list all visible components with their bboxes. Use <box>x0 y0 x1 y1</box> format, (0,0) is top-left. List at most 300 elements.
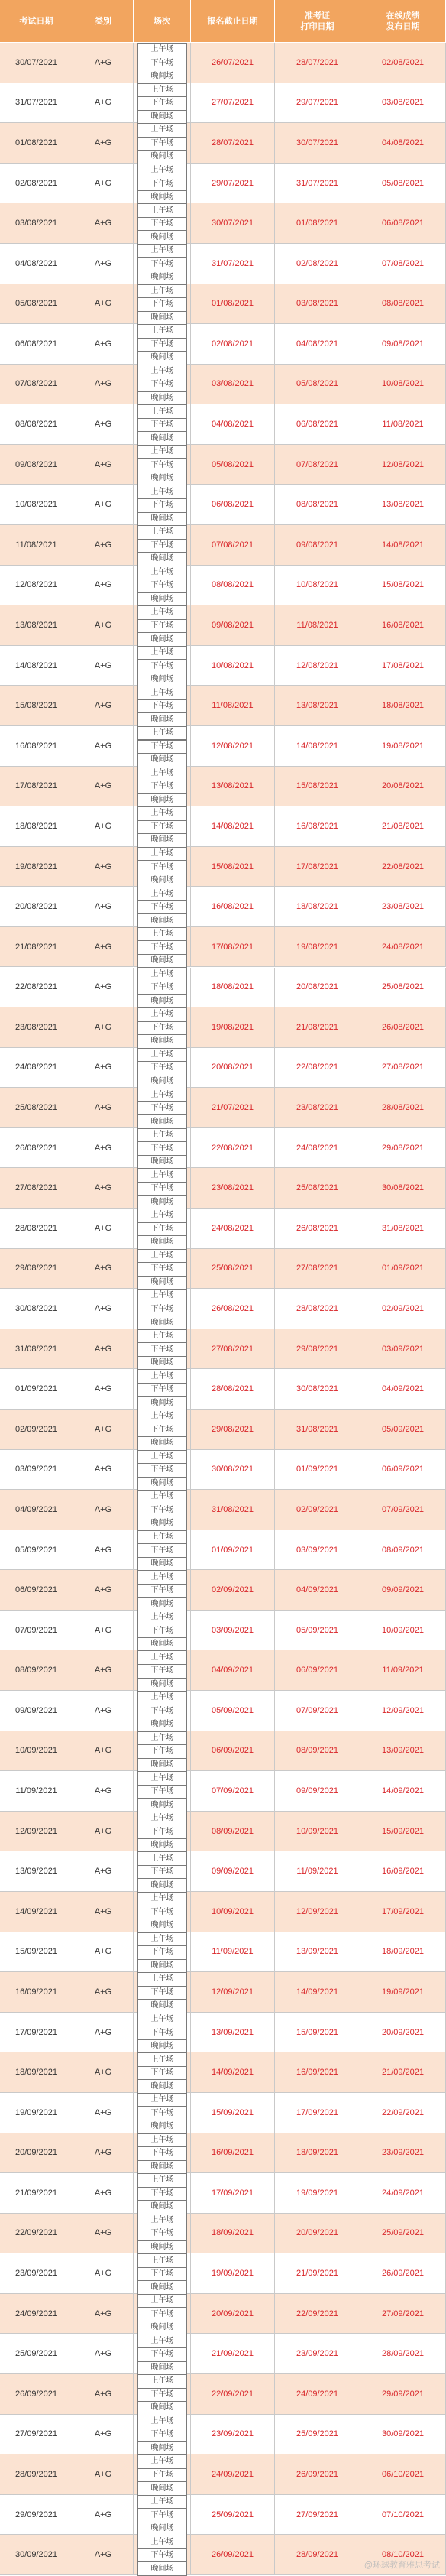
signup-deadline-cell: 18/09/2021 <box>191 2214 275 2254</box>
score-release-date-cell: 31/08/2021 <box>360 1209 446 1249</box>
category-cell: A+G <box>73 123 134 164</box>
session-label: 上午场 <box>137 2253 187 2268</box>
ticket-print-date-cell: 21/08/2021 <box>275 1007 360 1048</box>
ticket-print-date-cell: 14/09/2021 <box>275 1972 360 2013</box>
session-label: 晚间场 <box>137 1356 187 1371</box>
score-release-date-cell: 30/09/2021 <box>360 2415 446 2455</box>
session-label: 下午场 <box>137 740 187 754</box>
exam-date-cell: 17/08/2021 <box>0 767 73 807</box>
session-label: 上午场 <box>137 284 187 299</box>
exam-date-cell: 28/09/2021 <box>0 2454 73 2495</box>
ticket-print-date-cell: 22/08/2021 <box>275 1048 360 1088</box>
session-label: 晚间场 <box>137 2120 187 2134</box>
ticket-print-date-cell: 16/09/2021 <box>275 2052 360 2093</box>
session-label: 晚间场 <box>137 2079 187 2094</box>
session-label: 下午场 <box>137 96 187 111</box>
session-label: 上午场 <box>137 365 187 379</box>
ticket-print-date-cell: 28/07/2021 <box>275 43 360 83</box>
session-label: 晚间场 <box>137 2401 187 2415</box>
session-label: 上午场 <box>137 2013 187 2027</box>
session-label: 上午场 <box>137 806 187 821</box>
session-label: 晚间场 <box>137 1034 187 1049</box>
session-label: 晚间场 <box>137 1878 187 1893</box>
score-release-date-cell: 18/09/2021 <box>360 1932 446 1973</box>
category-cell: A+G <box>73 2374 134 2415</box>
score-release-date-cell: 01/09/2021 <box>360 1249 446 1290</box>
signup-deadline-cell: 15/08/2021 <box>191 847 275 887</box>
exam-date-cell: 12/08/2021 <box>0 566 73 606</box>
signup-deadline-cell: 20/09/2021 <box>191 2294 275 2334</box>
score-release-date-cell: 29/09/2021 <box>360 2374 446 2415</box>
session-label: 下午场 <box>137 2347 187 2362</box>
score-release-date-cell: 26/08/2021 <box>360 1007 446 1048</box>
ticket-print-date-cell: 24/08/2021 <box>275 1128 360 1169</box>
category-cell: A+G <box>73 2294 134 2334</box>
session-label: 上午场 <box>137 1289 187 1303</box>
category-cell: A+G <box>73 1289 134 1329</box>
session-label: 晚间场 <box>137 1798 187 1812</box>
session-label: 晚间场 <box>137 351 187 365</box>
session-label: 下午场 <box>137 1061 187 1075</box>
signup-deadline-cell: 27/08/2021 <box>191 1329 275 1370</box>
session-label: 下午场 <box>137 1584 187 1598</box>
session-label: 晚间场 <box>137 1436 187 1451</box>
exam-date-cell: 31/07/2021 <box>0 83 73 124</box>
exam-date-cell: 08/08/2021 <box>0 404 73 445</box>
session-label: 上午场 <box>137 244 187 258</box>
signup-deadline-cell: 20/08/2021 <box>191 1048 275 1088</box>
score-release-date-cell: 07/09/2021 <box>360 1490 446 1530</box>
category-cell: A+G <box>73 324 134 365</box>
session-label: 下午场 <box>137 1021 187 1036</box>
category-cell: A+G <box>73 244 134 284</box>
exam-date-cell: 11/09/2021 <box>0 1771 73 1812</box>
ticket-print-date-cell: 01/09/2021 <box>275 1450 360 1491</box>
session-label: 下午场 <box>137 338 187 352</box>
session-label: 晚间场 <box>137 1517 187 1531</box>
ticket-print-date-cell: 08/08/2021 <box>275 485 360 525</box>
session-label: 上午场 <box>137 1209 187 1223</box>
session-label: 下午场 <box>137 2428 187 2442</box>
session-label: 下午场 <box>137 217 187 232</box>
ticket-print-date-cell: 09/09/2021 <box>275 1771 360 1812</box>
session-label: 下午场 <box>137 1262 187 1277</box>
session-label: 晚间场 <box>137 552 187 566</box>
exam-date-cell: 09/08/2021 <box>0 445 73 485</box>
ticket-print-date-cell: 26/08/2021 <box>275 1209 360 1249</box>
score-release-date-cell: 14/08/2021 <box>360 525 446 566</box>
session-label: 上午场 <box>137 525 187 540</box>
exam-date-cell: 10/09/2021 <box>0 1731 73 1772</box>
ticket-print-date-cell: 10/08/2021 <box>275 566 360 606</box>
session-label: 晚间场 <box>137 2160 187 2175</box>
signup-deadline-cell: 14/08/2021 <box>191 806 275 847</box>
exam-date-cell: 15/09/2021 <box>0 1932 73 1973</box>
score-release-date-cell: 25/08/2021 <box>360 968 446 1008</box>
session-label: 下午场 <box>137 1906 187 1920</box>
session-label: 下午场 <box>137 1101 187 1116</box>
session-label: 下午场 <box>137 1303 187 1317</box>
score-release-date-cell: 12/09/2021 <box>360 1691 446 1731</box>
session-label: 晚间场 <box>137 1919 187 1933</box>
session-label: 晚间场 <box>137 271 187 285</box>
exam-date-cell: 07/09/2021 <box>0 1611 73 1651</box>
session-label: 下午场 <box>137 659 187 673</box>
score-release-date-cell: 03/08/2021 <box>360 83 446 124</box>
category-cell: A+G <box>73 686 134 726</box>
session-label: 晚间场 <box>137 1678 187 1692</box>
exam-date-cell: 29/09/2021 <box>0 2495 73 2535</box>
session-label: 下午场 <box>137 1383 187 1397</box>
exam-date-cell: 23/09/2021 <box>0 2253 73 2294</box>
session-label: 晚间场 <box>137 753 187 767</box>
session-label: 上午场 <box>137 2173 187 2188</box>
session-label: 晚间场 <box>137 2321 187 2335</box>
session-label: 下午场 <box>137 820 187 835</box>
category-cell: A+G <box>73 1771 134 1812</box>
session-label: 上午场 <box>137 566 187 580</box>
session-label: 下午场 <box>137 2508 187 2522</box>
session-label: 晚间场 <box>137 1477 187 1491</box>
signup-deadline-cell: 21/09/2021 <box>191 2334 275 2374</box>
ticket-print-date-cell: 01/08/2021 <box>275 203 360 244</box>
score-release-date-cell: 19/08/2021 <box>360 726 446 767</box>
category-cell: A+G <box>73 1410 134 1450</box>
category-cell: A+G <box>73 605 134 646</box>
signup-deadline-cell: 02/09/2021 <box>191 1570 275 1611</box>
exam-date-cell: 01/08/2021 <box>0 123 73 164</box>
score-release-date-cell: 22/08/2021 <box>360 847 446 887</box>
score-release-date-cell: 30/08/2021 <box>360 1168 446 1209</box>
exam-date-cell: 25/09/2021 <box>0 2334 73 2374</box>
signup-deadline-cell: 11/09/2021 <box>191 1932 275 1973</box>
session-label: 晚间场 <box>137 512 187 527</box>
ticket-print-date-cell: 06/09/2021 <box>275 1650 360 1691</box>
signup-deadline-cell: 03/09/2021 <box>191 1611 275 1651</box>
signup-deadline-cell: 05/08/2021 <box>191 445 275 485</box>
signup-deadline-cell: 24/09/2021 <box>191 2454 275 2495</box>
session-label: 晚间场 <box>137 2522 187 2536</box>
ticket-print-date-cell: 07/09/2021 <box>275 1691 360 1731</box>
ticket-print-date-cell: 20/08/2021 <box>275 968 360 1008</box>
session-label: 上午场 <box>137 605 187 620</box>
session-label: 晚间场 <box>137 1396 187 1410</box>
score-release-date-cell: 08/08/2021 <box>360 284 446 325</box>
signup-deadline-cell: 11/08/2021 <box>191 686 275 726</box>
session-label: 上午场 <box>137 2214 187 2228</box>
exam-date-cell: 25/08/2021 <box>0 1088 73 1128</box>
signup-deadline-cell: 09/09/2021 <box>191 1851 275 1892</box>
session-label: 下午场 <box>137 1182 187 1196</box>
ticket-print-date-cell: 31/08/2021 <box>275 1410 360 1450</box>
exam-date-cell: 09/09/2021 <box>0 1691 73 1731</box>
session-label: 下午场 <box>137 418 187 433</box>
score-release-date-cell: 23/09/2021 <box>360 2133 446 2174</box>
category-cell: A+G <box>73 2535 134 2575</box>
session-label: 下午场 <box>137 1504 187 1518</box>
category-cell: A+G <box>73 43 134 83</box>
session-label: 上午场 <box>137 1490 187 1504</box>
signup-deadline-cell: 07/09/2021 <box>191 1771 275 1812</box>
score-release-date-cell: 21/09/2021 <box>360 2052 446 2093</box>
session-label: 上午场 <box>137 1249 187 1264</box>
ticket-print-date-cell: 18/08/2021 <box>275 887 360 927</box>
session-label: 晚间场 <box>137 230 187 245</box>
score-release-date-cell: 16/09/2021 <box>360 1851 446 1892</box>
category-cell: A+G <box>73 2454 134 2495</box>
category-cell: A+G <box>73 1892 134 1932</box>
session-label: 上午场 <box>137 646 187 660</box>
score-release-date-cell: 06/08/2021 <box>360 203 446 244</box>
signup-deadline-cell: 08/08/2021 <box>191 566 275 606</box>
session-label: 下午场 <box>137 780 187 794</box>
session-label: 上午场 <box>137 1892 187 1906</box>
session-label: 下午场 <box>137 981 187 995</box>
signup-deadline-cell: 04/09/2021 <box>191 1650 275 1691</box>
score-release-date-cell: 29/08/2021 <box>360 1128 446 1169</box>
category-cell: A+G <box>73 1128 134 1169</box>
score-release-date-cell: 09/09/2021 <box>360 1570 446 1611</box>
session-label: 晚间场 <box>137 2481 187 2496</box>
exam-date-cell: 06/09/2021 <box>0 1570 73 1611</box>
exam-date-cell: 13/08/2021 <box>0 605 73 646</box>
session-label: 下午场 <box>137 579 187 593</box>
session-label: 晚间场 <box>137 311 187 326</box>
session-label: 上午场 <box>137 404 187 419</box>
score-release-date-cell: 08/10/2021 <box>360 2535 446 2575</box>
exam-date-cell: 14/09/2021 <box>0 1892 73 1932</box>
session-label: 下午场 <box>137 1664 187 1679</box>
session-label: 下午场 <box>137 378 187 392</box>
signup-deadline-cell: 29/07/2021 <box>191 164 275 204</box>
exam-date-cell: 17/09/2021 <box>0 2013 73 2053</box>
session-label: 上午场 <box>137 968 187 982</box>
signup-deadline-cell: 07/08/2021 <box>191 525 275 566</box>
score-release-date-cell: 13/08/2021 <box>360 485 446 525</box>
session-label: 上午场 <box>137 1450 187 1465</box>
category-cell: A+G <box>73 1209 134 1249</box>
signup-deadline-cell: 04/08/2021 <box>191 404 275 445</box>
category-cell: A+G <box>73 2214 134 2254</box>
ticket-print-date-cell: 15/08/2021 <box>275 767 360 807</box>
exam-date-cell: 19/09/2021 <box>0 2093 73 2133</box>
session-label: 上午场 <box>137 1410 187 1424</box>
session-label: 晚间场 <box>137 833 187 848</box>
ticket-print-date-cell: 13/08/2021 <box>275 686 360 726</box>
session-label: 下午场 <box>137 699 187 714</box>
score-release-date-cell: 14/09/2021 <box>360 1771 446 1812</box>
session-label: 上午场 <box>137 1731 187 1746</box>
session-label: 下午场 <box>137 2468 187 2483</box>
session-label: 晚间场 <box>137 472 187 486</box>
session-label: 下午场 <box>137 1463 187 1478</box>
exam-date-cell: 02/09/2021 <box>0 1410 73 1450</box>
session-label: 上午场 <box>137 485 187 499</box>
score-release-date-cell: 22/09/2021 <box>360 2093 446 2133</box>
signup-deadline-cell: 16/09/2021 <box>191 2133 275 2174</box>
session-label: 下午场 <box>137 940 187 955</box>
session-label: 上午场 <box>137 686 187 700</box>
ticket-print-date-cell: 28/08/2021 <box>275 1289 360 1329</box>
category-cell: A+G <box>73 646 134 686</box>
session-label: 下午场 <box>137 2388 187 2402</box>
category-cell: A+G <box>73 968 134 1008</box>
ticket-print-date-cell: 23/08/2021 <box>275 1088 360 1128</box>
category-cell: A+G <box>73 2415 134 2455</box>
exam-date-cell: 11/08/2021 <box>0 525 73 566</box>
session-label: 晚间场 <box>137 954 187 968</box>
session-label: 上午场 <box>137 2495 187 2509</box>
exam-date-cell: 14/08/2021 <box>0 646 73 686</box>
session-label: 上午场 <box>137 1088 187 1102</box>
score-release-date-cell: 27/08/2021 <box>360 1048 446 1088</box>
exam-date-cell: 18/08/2021 <box>0 806 73 847</box>
category-cell: A+G <box>73 566 134 606</box>
signup-deadline-cell: 12/09/2021 <box>191 1972 275 2013</box>
session-label: 下午场 <box>137 2548 187 2563</box>
score-release-date-cell: 02/09/2021 <box>360 1289 446 1329</box>
signup-deadline-cell: 21/07/2021 <box>191 1088 275 1128</box>
category-cell: A+G <box>73 1731 134 1772</box>
ticket-print-date-cell: 27/08/2021 <box>275 1249 360 1290</box>
ticket-print-date-cell: 30/08/2021 <box>275 1369 360 1410</box>
score-release-date-cell: 12/08/2021 <box>360 445 446 485</box>
category-cell: A+G <box>73 203 134 244</box>
exam-date-cell: 01/09/2021 <box>0 1369 73 1410</box>
session-label: 晚间场 <box>137 1557 187 1572</box>
session-label: 晚间场 <box>137 793 187 808</box>
session-label: 上午场 <box>137 2454 187 2469</box>
category-cell: A+G <box>73 2253 134 2294</box>
ticket-print-date-cell: 17/09/2021 <box>275 2093 360 2133</box>
category-cell: A+G <box>73 445 134 485</box>
session-label: 上午场 <box>137 1972 187 1987</box>
exam-date-cell: 31/08/2021 <box>0 1329 73 1370</box>
ticket-print-date-cell: 10/09/2021 <box>275 1812 360 1852</box>
exam-date-cell: 03/09/2021 <box>0 1450 73 1491</box>
category-cell: A+G <box>73 164 134 204</box>
category-cell: A+G <box>73 1088 134 1128</box>
signup-deadline-cell: 24/08/2021 <box>191 1209 275 1249</box>
category-cell: A+G <box>73 1329 134 1370</box>
session-label: 上午场 <box>137 2374 187 2389</box>
category-cell: A+G <box>73 365 134 405</box>
session-label: 上午场 <box>137 767 187 781</box>
signup-deadline-cell: 26/07/2021 <box>191 43 275 83</box>
session-label: 晚间场 <box>137 2280 187 2295</box>
category-cell: A+G <box>73 1249 134 1290</box>
category-cell: A+G <box>73 485 134 525</box>
signup-deadline-cell: 19/08/2021 <box>191 1007 275 1048</box>
session-label: 下午场 <box>137 1865 187 1880</box>
session-label: 晚间场 <box>137 632 187 647</box>
signup-deadline-cell: 06/08/2021 <box>191 485 275 525</box>
ticket-print-date-cell: 17/08/2021 <box>275 847 360 887</box>
exam-date-cell: 08/09/2021 <box>0 1650 73 1691</box>
category-cell: A+G <box>73 1490 134 1530</box>
signup-deadline-cell: 26/08/2021 <box>191 1289 275 1329</box>
signup-deadline-cell: 05/09/2021 <box>191 1691 275 1731</box>
signup-deadline-cell: 22/09/2021 <box>191 2374 275 2415</box>
signup-deadline-cell: 23/08/2021 <box>191 1168 275 1209</box>
signup-deadline-cell: 17/09/2021 <box>191 2173 275 2214</box>
session-label: 上午场 <box>137 726 187 741</box>
score-release-date-cell: 23/08/2021 <box>360 887 446 927</box>
session-label: 晚间场 <box>137 1276 187 1290</box>
signup-deadline-cell: 08/09/2021 <box>191 1812 275 1852</box>
session-label: 下午场 <box>137 257 187 271</box>
category-cell: A+G <box>73 1450 134 1491</box>
header-score-release-date: 在线成绩 发布日期 <box>360 0 446 43</box>
score-release-date-cell: 11/09/2021 <box>360 1650 446 1691</box>
category-cell: A+G <box>73 1691 134 1731</box>
score-release-date-cell: 20/09/2021 <box>360 2013 446 2053</box>
session-label: 上午场 <box>137 1771 187 1786</box>
score-release-date-cell: 25/09/2021 <box>360 2214 446 2254</box>
exam-date-cell: 03/08/2021 <box>0 203 73 244</box>
session-label: 上午场 <box>137 927 187 942</box>
ticket-print-date-cell: 24/09/2021 <box>275 2374 360 2415</box>
exam-date-cell: 04/08/2021 <box>0 244 73 284</box>
category-cell: A+G <box>73 1007 134 1048</box>
category-cell: A+G <box>73 1168 134 1209</box>
exam-date-cell: 30/09/2021 <box>0 2535 73 2575</box>
category-cell: A+G <box>73 404 134 445</box>
session-label: 下午场 <box>137 297 187 312</box>
signup-deadline-cell: 10/08/2021 <box>191 646 275 686</box>
session-label: 下午场 <box>137 1785 187 1799</box>
session-label: 晚间场 <box>137 1155 187 1170</box>
exam-date-cell: 15/08/2021 <box>0 686 73 726</box>
ticket-print-date-cell: 05/08/2021 <box>275 365 360 405</box>
session-label: 下午场 <box>137 1423 187 1437</box>
ticket-print-date-cell: 12/08/2021 <box>275 646 360 686</box>
session-label: 下午场 <box>137 2267 187 2282</box>
signup-deadline-cell: 12/08/2021 <box>191 726 275 767</box>
exam-date-cell: 22/09/2021 <box>0 2214 73 2254</box>
session-label: 晚间场 <box>137 391 187 406</box>
session-label: 晚间场 <box>137 1597 187 1611</box>
ticket-print-date-cell: 07/08/2021 <box>275 445 360 485</box>
score-release-date-cell: 16/08/2021 <box>360 605 446 646</box>
session-label: 上午场 <box>137 164 187 178</box>
signup-deadline-cell: 27/07/2021 <box>191 83 275 124</box>
ticket-print-date-cell: 31/07/2021 <box>275 164 360 204</box>
session-label: 上午场 <box>137 1570 187 1585</box>
header-ticket-print-date: 准考证 打印日期 <box>275 0 360 43</box>
exam-date-cell: 16/09/2021 <box>0 1972 73 2013</box>
ticket-print-date-cell: 14/08/2021 <box>275 726 360 767</box>
category-cell: A+G <box>73 1048 134 1088</box>
score-release-date-cell: 04/09/2021 <box>360 1369 446 1410</box>
session-label: 上午场 <box>137 445 187 459</box>
ticket-print-date-cell: 11/09/2021 <box>275 1851 360 1892</box>
session-label: 下午场 <box>137 57 187 71</box>
signup-deadline-cell: 30/07/2021 <box>191 203 275 244</box>
score-release-date-cell: 05/09/2021 <box>360 1410 446 1450</box>
session-label: 下午场 <box>137 498 187 513</box>
session-label: 下午场 <box>137 2106 187 2120</box>
ticket-print-date-cell: 25/09/2021 <box>275 2415 360 2455</box>
session-label: 下午场 <box>137 2307 187 2321</box>
ticket-print-date-cell: 16/08/2021 <box>275 806 360 847</box>
session-label: 晚间场 <box>137 190 187 205</box>
session-label: 晚间场 <box>137 1637 187 1652</box>
signup-deadline-cell: 14/09/2021 <box>191 2052 275 2093</box>
signup-deadline-cell: 16/08/2021 <box>191 887 275 927</box>
exam-date-cell: 26/09/2021 <box>0 2374 73 2415</box>
category-cell: A+G <box>73 2133 134 2174</box>
